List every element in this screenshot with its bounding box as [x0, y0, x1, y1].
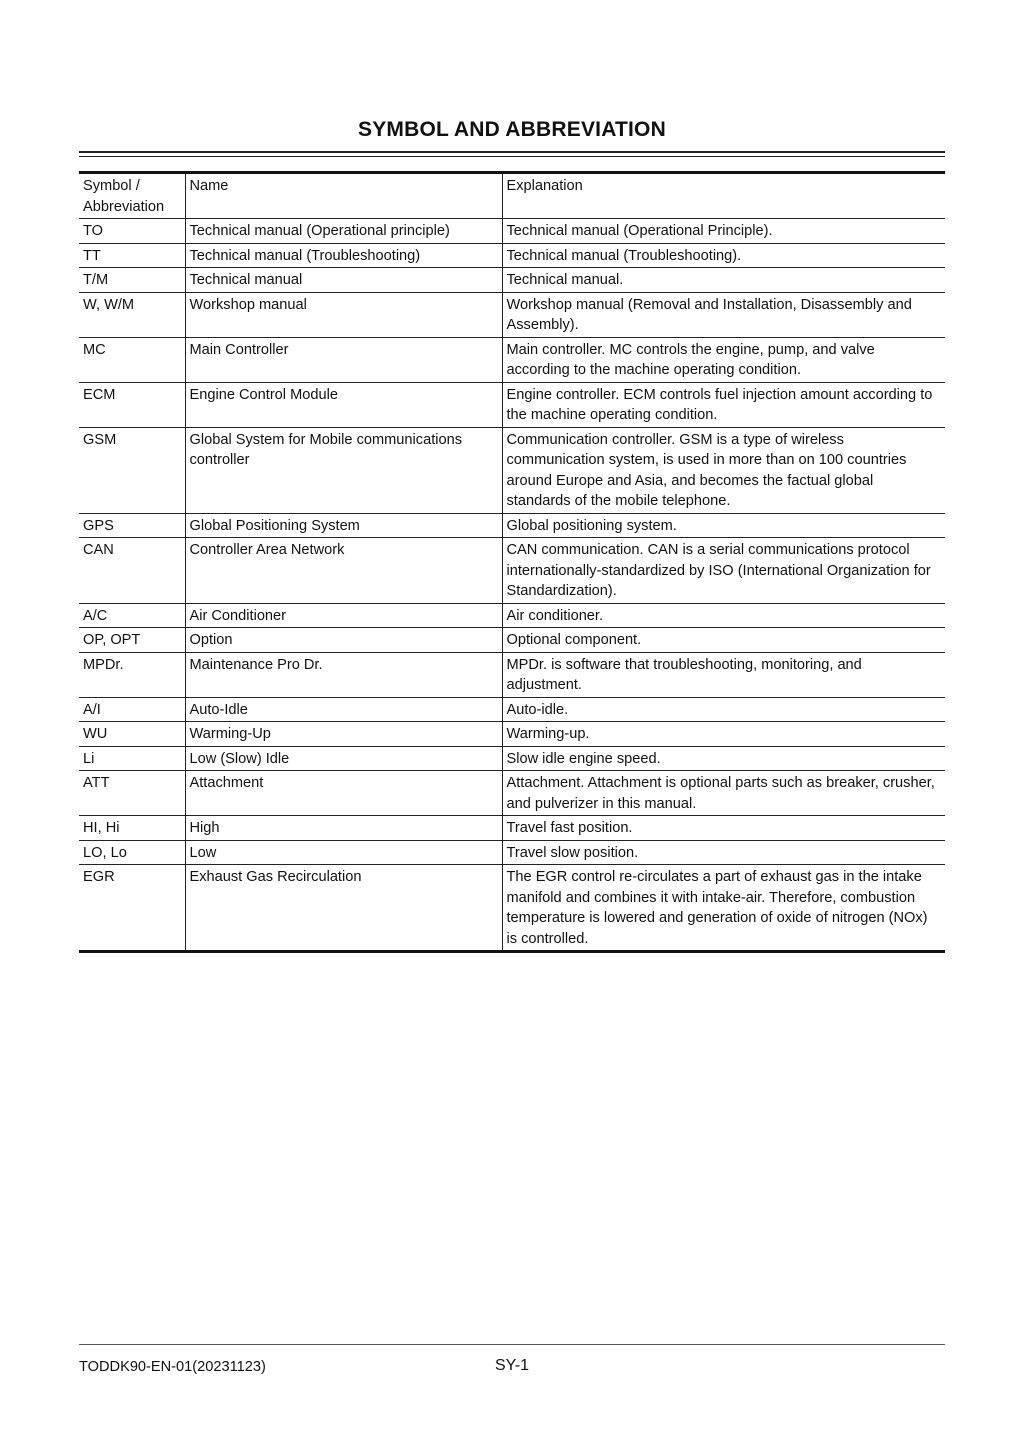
table-row	[79, 771, 945, 816]
explanation-cell: Air conditioner.	[502, 603, 945, 628]
name-cell: Auto-Idle	[185, 697, 502, 722]
table-row	[79, 337, 945, 382]
table-row	[79, 268, 945, 293]
explanation-cell: MPDr. is software that troubleshooting, monitoring, and adjustment.	[502, 652, 945, 697]
explanation-cell: Main controller. MC controls the engine, pump, and valve according to the machine operating condition.	[502, 337, 945, 382]
table-row	[79, 722, 945, 747]
page-number: SY-1	[494, 1357, 530, 1374]
explanation-cell: CAN communication. CAN is a serial communications protocol internationally-standardized by ISO (International Organization for Standardization).	[502, 538, 945, 604]
header-symbol: Symbol / Abbreviation	[79, 173, 185, 219]
symbol-cell: WU	[79, 722, 185, 747]
document-code: TODDK90-EN-01(20231123)	[79, 1359, 266, 1375]
explanation-cell: Warming-up.	[502, 722, 945, 747]
symbol-cell: ECM	[79, 382, 185, 427]
explanation-cell: Workshop manual (Removal and Installation, Disassembly and Assembly).	[502, 292, 945, 337]
explanation-cell: Attachment. Attachment is optional parts such as breaker, crusher, and pulverizer in this manual.	[502, 771, 945, 816]
symbol-cell: ATT	[79, 771, 185, 816]
explanation-cell: Global positioning system.	[502, 513, 945, 538]
explanation-cell: Communication controller. GSM is a type of wireless communication system, is used in more than on 100 countries around Europe and Asia, and becomes the factual global standards of the mobile telephone.	[502, 427, 945, 513]
header-explanation: Explanation	[502, 173, 945, 219]
symbol-cell: TT	[79, 243, 185, 268]
name-cell: Technical manual	[185, 268, 502, 293]
table-row	[79, 292, 945, 337]
table-header-row	[79, 173, 945, 219]
name-cell: Engine Control Module	[185, 382, 502, 427]
symbol-cell: W, W/M	[79, 292, 185, 337]
table-row	[79, 382, 945, 427]
explanation-cell: Technical manual.	[502, 268, 945, 293]
name-cell: Exhaust Gas Recirculation	[185, 865, 502, 952]
table-row	[79, 746, 945, 771]
symbol-cell: GPS	[79, 513, 185, 538]
name-cell: Air Conditioner	[185, 603, 502, 628]
header-name: Name	[185, 173, 502, 219]
symbol-cell: HI, Hi	[79, 816, 185, 841]
table-row	[79, 697, 945, 722]
symbol-cell: LO, Lo	[79, 840, 185, 865]
table-row	[79, 219, 945, 244]
symbol-cell: CAN	[79, 538, 185, 604]
name-cell: Global Positioning System	[185, 513, 502, 538]
title-rule-top	[79, 151, 945, 153]
table-row	[79, 243, 945, 268]
table-row	[79, 538, 945, 604]
name-cell: Technical manual (Operational principle)	[185, 219, 502, 244]
name-cell: Global System for Mobile communications controller	[185, 427, 502, 513]
footer-rule	[79, 1344, 945, 1345]
symbol-cell: EGR	[79, 865, 185, 952]
table-row	[79, 816, 945, 841]
table-row	[79, 628, 945, 653]
table-row	[79, 840, 945, 865]
explanation-cell: Travel slow position.	[502, 840, 945, 865]
explanation-cell: Slow idle engine speed.	[502, 746, 945, 771]
symbol-cell: A/I	[79, 697, 185, 722]
explanation-cell: Optional component.	[502, 628, 945, 653]
name-cell: Low	[185, 840, 502, 865]
symbol-cell: TO	[79, 219, 185, 244]
title-rule-bottom	[79, 156, 945, 157]
explanation-cell: Technical manual (Troubleshooting).	[502, 243, 945, 268]
symbol-cell: MPDr.	[79, 652, 185, 697]
table-row	[79, 652, 945, 697]
abbreviation-table-container	[79, 171, 945, 953]
symbol-cell: A/C	[79, 603, 185, 628]
symbol-cell: GSM	[79, 427, 185, 513]
symbol-cell: T/M	[79, 268, 185, 293]
name-cell: Maintenance Pro Dr.	[185, 652, 502, 697]
name-cell: Workshop manual	[185, 292, 502, 337]
symbol-cell: Li	[79, 746, 185, 771]
name-cell: Main Controller	[185, 337, 502, 382]
explanation-cell: Technical manual (Operational Principle).	[502, 219, 945, 244]
abbreviation-table	[79, 171, 945, 953]
table-row	[79, 603, 945, 628]
name-cell: Low (Slow) Idle	[185, 746, 502, 771]
table-row	[79, 865, 945, 952]
name-cell: Warming-Up	[185, 722, 502, 747]
name-cell: High	[185, 816, 502, 841]
name-cell: Controller Area Network	[185, 538, 502, 604]
explanation-cell: Auto-idle.	[502, 697, 945, 722]
page-title: SYMBOL AND ABBREVIATION	[358, 118, 666, 141]
table-row	[79, 513, 945, 538]
name-cell: Option	[185, 628, 502, 653]
name-cell: Attachment	[185, 771, 502, 816]
symbol-cell: MC	[79, 337, 185, 382]
name-cell: Technical manual (Troubleshooting)	[185, 243, 502, 268]
explanation-cell: The EGR control re-circulates a part of exhaust gas in the intake manifold and combines it with intake-air. Therefore, combustion temperature is lowered and generation of oxide of nitrogen (NOx) is controlled.	[502, 865, 945, 952]
explanation-cell: Travel fast position.	[502, 816, 945, 841]
table-row	[79, 427, 945, 513]
symbol-cell: OP, OPT	[79, 628, 185, 653]
explanation-cell: Engine controller. ECM controls fuel injection amount according to the machine operating condition.	[502, 382, 945, 427]
